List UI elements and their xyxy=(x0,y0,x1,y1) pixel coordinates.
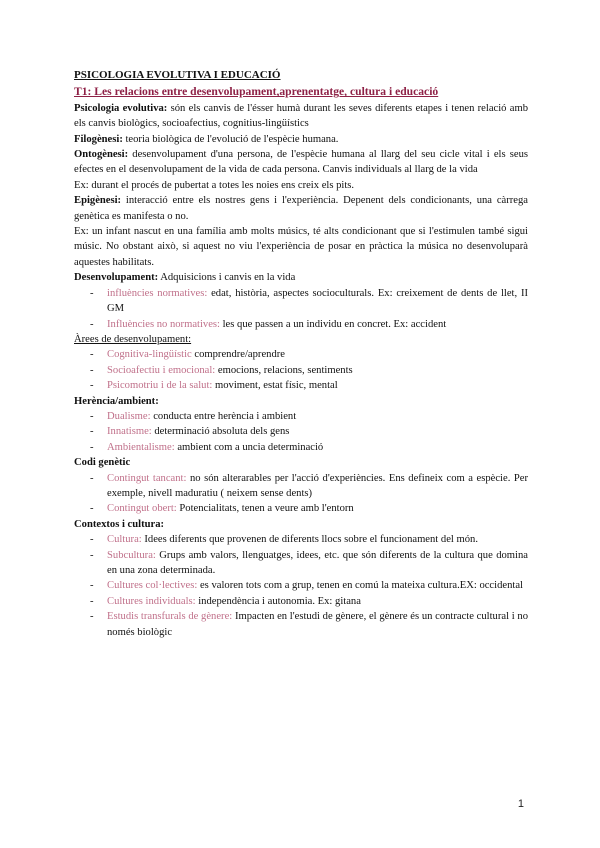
dash-bullet: - xyxy=(90,534,94,546)
list-item xyxy=(74,317,528,332)
list-item xyxy=(74,347,528,362)
definition-text: teoria biològica de l'evolució de l'espècie humana. xyxy=(122,133,339,145)
list-item xyxy=(74,409,528,424)
dash-bullet: - xyxy=(90,503,94,515)
section-heading-line xyxy=(74,270,528,285)
definition-text: són els canvis de l'ésser humà durant les seves diferents etapes i tenen relació amb els canvis biològics, socioafectius, cognitius-lingüístics xyxy=(74,102,528,130)
section-heading: Àrees de desenvolupament: xyxy=(74,333,192,345)
list-text: es valoren tots com a grup, tenen en comú la mateixa cultura.EX: occidental xyxy=(197,580,523,592)
document-page xyxy=(74,68,528,640)
bullet-list xyxy=(74,532,528,640)
page-number: 1 xyxy=(517,798,524,810)
dash-bullet: - xyxy=(90,380,94,392)
list-text: determinació absoluta dels gens xyxy=(151,426,290,438)
list-term: Innatisme: xyxy=(107,426,152,438)
section-heading: Herència/ambient: xyxy=(74,395,159,407)
section-desenvolupament xyxy=(74,270,528,332)
bullet-list xyxy=(74,409,528,455)
list-term: Cultures individuals: xyxy=(107,595,196,607)
list-term: Psicomotriu i de la salut: xyxy=(107,380,213,392)
paragraph xyxy=(74,101,528,132)
list-item xyxy=(74,501,528,516)
definition-text: desenvolupament d'una persona, de l'espècie humana al llarg del seu cicle vital i els seus efectes en el desenvolupament de la vida de cada persona. Canvis individuals al llarg de la vida xyxy=(74,149,528,176)
paragraph xyxy=(74,132,528,147)
list-text: les que passen a un individu en concret. Ex: accident xyxy=(219,318,447,330)
definition-term: Psicologia evolutiva: xyxy=(74,102,168,114)
list-text: Idees diferents que provenen de diferents llocs sobre el funcionament del món. xyxy=(141,534,478,546)
definition-term: Filogènesi: xyxy=(74,133,123,145)
dash-bullet: - xyxy=(90,549,94,561)
list-item xyxy=(74,440,528,455)
paragraph xyxy=(74,224,528,270)
list-item xyxy=(74,532,528,547)
dash-bullet: - xyxy=(90,595,94,607)
list-item xyxy=(74,609,528,640)
list-item xyxy=(74,286,528,317)
list-item xyxy=(74,578,528,593)
list-item xyxy=(74,363,528,378)
list-term: Cultures col·lectives: xyxy=(107,580,198,592)
list-term: Cultura: xyxy=(107,534,142,546)
definition-term: Desenvolupament: xyxy=(74,272,159,284)
list-term: Influències no normatives: xyxy=(107,318,220,330)
section-contextos xyxy=(74,517,528,640)
dash-bullet: - xyxy=(90,441,94,453)
list-text: emocions, relacions, sentiments xyxy=(215,364,353,376)
list-item xyxy=(74,424,528,439)
list-term: influències normatives: xyxy=(107,287,208,299)
dash-bullet: - xyxy=(90,611,94,623)
dash-bullet: - xyxy=(90,364,94,376)
section-title: T1: Les relacions entre desenvolupament,aprenentatge, cultura i educació xyxy=(74,85,439,99)
dash-bullet: - xyxy=(90,472,94,484)
list-term: Socioafectiu i emocional: xyxy=(107,364,216,376)
definition-term: Ontogènesi: xyxy=(74,149,129,161)
bullet-list xyxy=(74,347,528,393)
dash-bullet: - xyxy=(90,426,94,438)
example-text: Ex: durant el procés de pubertat a totes les noies ens creix els pits. xyxy=(74,179,355,191)
list-item xyxy=(74,471,528,502)
section-heading: Codi genètic xyxy=(74,457,131,469)
list-term: Cognitiva-lingüístic xyxy=(107,349,192,361)
definition-text: interacció entre els nostres gens i l'experiència. Depenent dels condicionants, una càrrega genètica es manifesta o no. xyxy=(74,195,528,222)
section-arees xyxy=(74,332,528,394)
list-term: Contingut tancant: xyxy=(107,472,187,484)
list-text: comprendre/aprendre xyxy=(191,349,285,361)
list-text: conducta entre herència i ambient xyxy=(150,410,297,422)
dash-bullet: - xyxy=(90,349,94,361)
list-item xyxy=(74,594,528,609)
list-term: Subcultura: xyxy=(107,549,156,561)
list-term: Ambientalisme: xyxy=(107,441,175,453)
paragraph xyxy=(74,178,528,193)
list-text: independència i autonomia. Ex: gitana xyxy=(195,595,361,607)
list-text: Impacten en l'estudi de gènere, el gènere és un contracte cultural i no només biològic xyxy=(107,611,528,638)
dash-bullet: - xyxy=(90,318,94,330)
list-text: no són alterarables per l'acció d'experiències. Ens defineix com a espècie. Per exemple, nivell maduratiu ( neixem sense dents) xyxy=(107,472,529,499)
dash-bullet: - xyxy=(90,287,94,299)
list-term: Estudis transfurals de gènere: xyxy=(107,611,233,623)
dash-bullet: - xyxy=(90,580,94,592)
list-item xyxy=(74,378,528,393)
list-item xyxy=(74,548,528,579)
dash-bullet: - xyxy=(90,410,94,422)
definition-text: Adquisicions i canvis en la vida xyxy=(158,272,296,284)
list-text: ambient com a uncia determinació xyxy=(174,441,324,453)
list-text: moviment, estat físic, mental xyxy=(212,380,338,392)
section-codi-genetic xyxy=(74,455,528,517)
bullet-list xyxy=(74,471,528,517)
list-text: Potencialitats, tenen a veure amb l'entorn xyxy=(176,503,354,515)
list-term: Dualisme: xyxy=(107,410,151,422)
definition-term: Epigènesi: xyxy=(74,195,122,207)
section-heading: Contextos i cultura: xyxy=(74,518,165,530)
intro-paragraphs xyxy=(74,101,528,270)
section-herencia xyxy=(74,394,528,456)
list-text: edat, història, aspectes socioculturals. Ex: creixement de dents de llet, II GM xyxy=(107,287,528,315)
list-term: Contingut obert: xyxy=(107,503,177,515)
list-text: Grups amb valors, llenguatges, idees, etc. que són diferents de la cultura que domina en una zona determinada. xyxy=(107,549,528,576)
paragraph xyxy=(74,147,528,178)
paragraph xyxy=(74,193,528,224)
document-title: PSICOLOGIA EVOLUTIVA I EDUCACIÓ xyxy=(74,69,281,81)
example-text: Ex: un infant nascut en una família amb molts músics, té alts condicionant que si l'estimulen també sigui músic. No obstant això, si aquest no viu l'experiència de posar en pràctica la música no desenvoluparà aquestes habilitats. xyxy=(74,226,528,268)
bullet-list xyxy=(74,286,528,332)
